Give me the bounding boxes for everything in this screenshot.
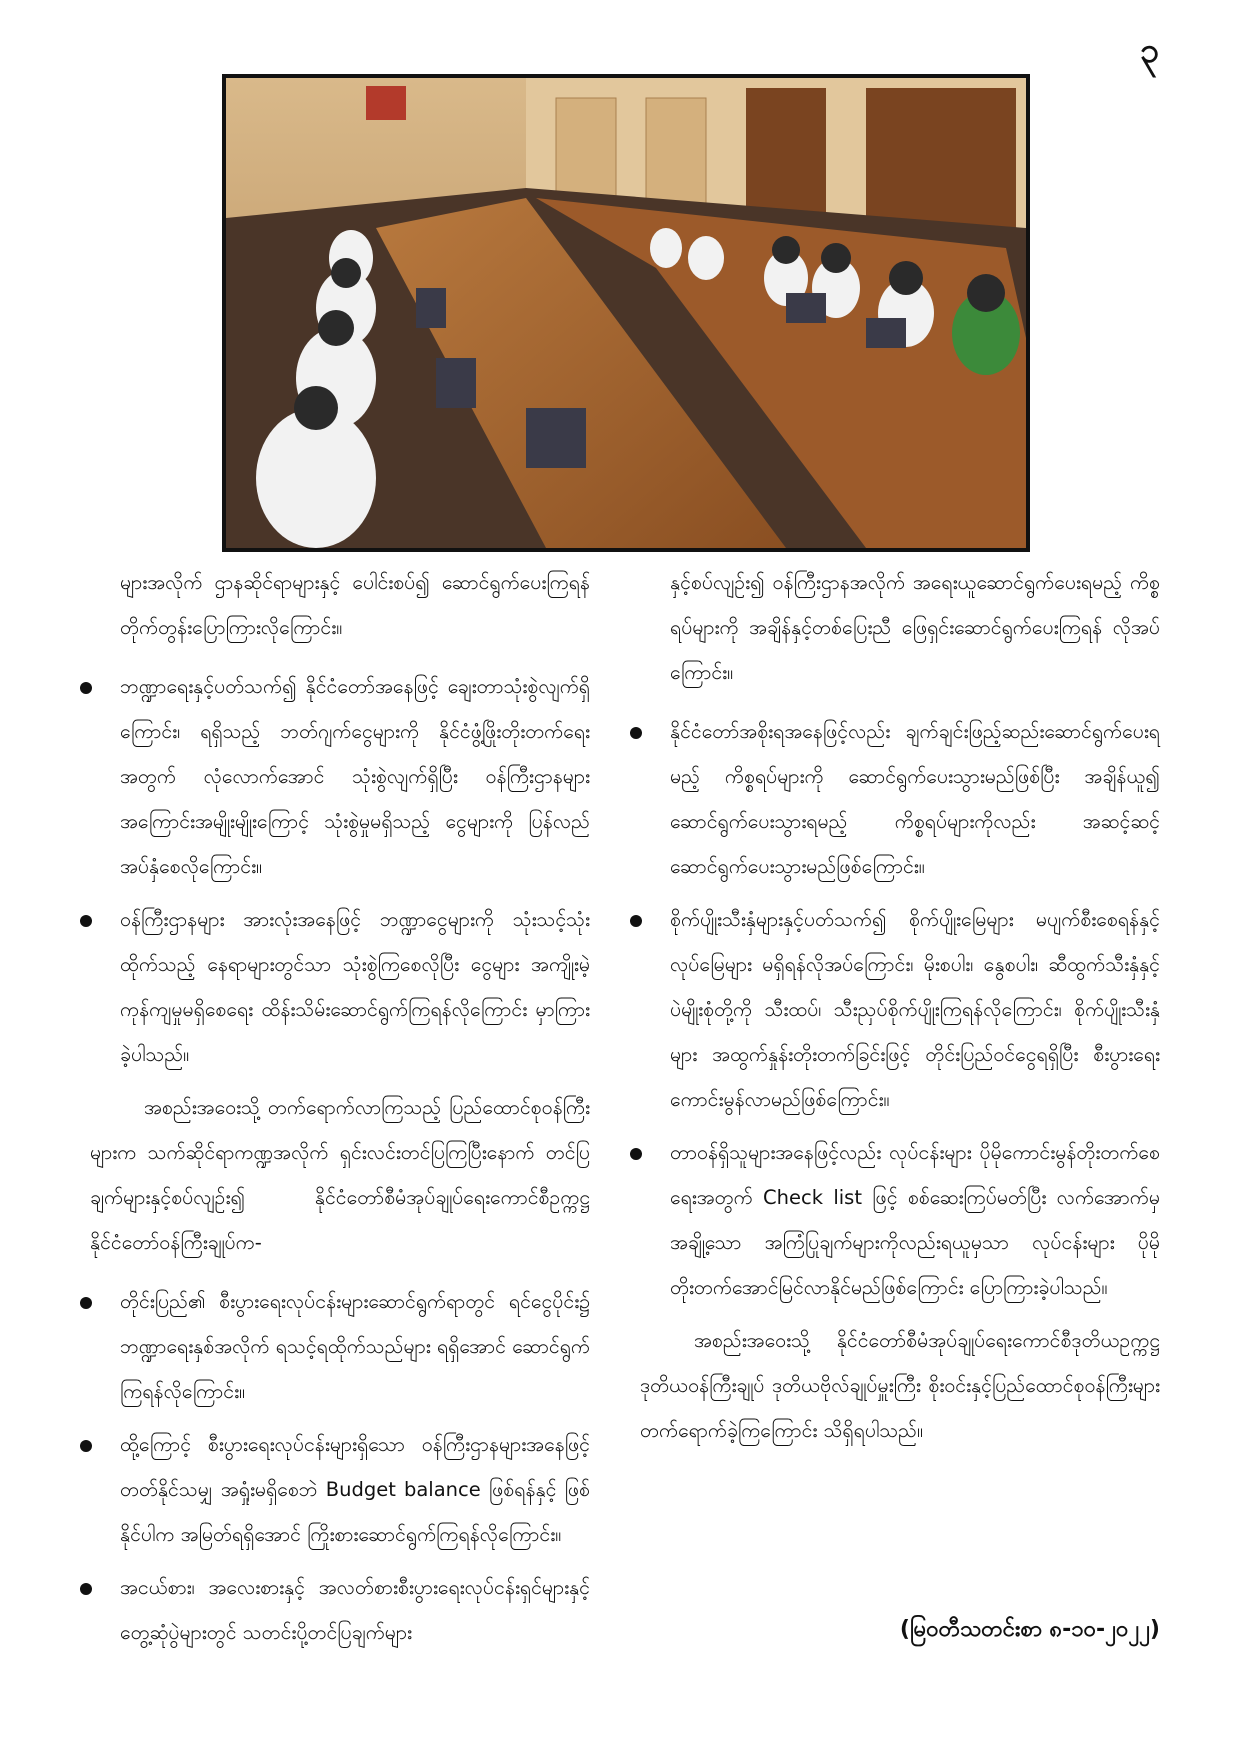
- page-number: ၃: [1140, 31, 1160, 71]
- left-bullet-list-2: [90, 1279, 590, 1655]
- left-column: [90, 560, 590, 1663]
- list-item-text: တာဝန်ရှိသူများအနေဖြင့်လည်း လုပ်ငန်းများ ပိုမိုကောင်းမွန်တိုးတက်စေရေးအတွက် Check list ဖြင့် စစ်ဆေးကြပ်မတ်ပြီး လက်အောက်မှ အချို့သော အကြံပြုချက်များကိုလည်းရယူမှသာ လုပ်ငန်းများ ပိုမိုတိုးတက်အောင်မြင်လာနိုင်မည်ဖြစ်ကြောင်း ပြောကြားခဲ့ပါသည်။: [670, 1141, 1160, 1299]
- left-paragraph: အစည်းအဝေးသို့ တက်ရောက်လာကြသည့် ပြည်ထောင်စုဝန်ကြီးများက သက်ဆိုင်ရာကဏ္ဍအလိုက် ရှင်းလင်းတင်ပြကြပြီးနောက် တင်ပြချက်များနှင့်စပ်လျဉ်း၍ နိုင်ငံတော်စီမံအုပ်ချုပ်ရေးကောင်စီဥက္ကဋ္ဌ နိုင်ငံတော်ဝန်ကြီးချုပ်က-: [90, 1096, 590, 1254]
- bullet-icon: [80, 1583, 92, 1595]
- list-item: [90, 1279, 590, 1414]
- bullet-icon: [80, 682, 92, 694]
- bullet-icon: [80, 1297, 92, 1309]
- list-item: [640, 897, 1160, 1122]
- meeting-photo: [222, 74, 1030, 552]
- bullet-icon: [80, 1440, 92, 1452]
- bullet-icon: [630, 915, 642, 927]
- left-continuation: များအလိုက် ဌာနဆိုင်ရာများနှင့် ပေါင်းစပ်၍ ဆောင်ရွက်ပေးကြရန် တိုက်တွန်းပြောကြားလိုကြောင်း။: [120, 571, 590, 639]
- right-column: [640, 560, 1160, 1453]
- meeting-photo-illustration: [226, 78, 1026, 548]
- right-continuation: နှင့်စပ်လျဉ်း၍ ဝန်ကြီးဌာနအလိုက် အရေးယူဆောင်ရွက်ပေးရမည့် ကိစ္စရပ်များကို အချိန်နှင့်တစ်ပြေးညီ ဖြေရှင်းဆောင်ရွက်ပေးကြရန် လိုအပ်ကြောင်း။: [670, 571, 1160, 684]
- left-bullet-list: [90, 664, 590, 1077]
- list-item-text: ထို့ကြောင့် စီးပွားရေးလုပ်ငန်းများရှိသော ဝန်ကြီးဌာနများအနေဖြင့် တတ်နိုင်သမျှ အရှုံးမရှိစေဘဲ Budget balance ဖြစ်ရန်နှင့် ဖြစ်နိုင်ပါက အမြတ်ရရှိအောင် ကြိုးစားဆောင်ရွက်ကြရန်လိုကြောင်း။: [120, 1433, 590, 1546]
- list-item: [640, 1130, 1160, 1310]
- right-paragraph: အစည်းအဝေးသို့ နိုင်ငံတော်စီမံအုပ်ချုပ်ရေးကောင်စီဒုတိယဥက္ကဋ္ဌ ဒုတိယဝန်ကြီးချုပ် ဒုတိယဗိုလ်ချုပ်မှူးကြီး စိုးဝင်းနှင့်ပြည်ထောင်စုဝန်ကြီးများ တက်ရောက်ခဲ့ကြကြောင်း သိရှိရပါသည်။: [640, 1329, 1160, 1442]
- right-bullet-list: [640, 709, 1160, 1310]
- list-item: [90, 1422, 590, 1557]
- list-item: [90, 1565, 590, 1655]
- bullet-icon: [630, 1148, 642, 1160]
- list-item-text: ဝန်ကြီးဌာနများ အားလုံးအနေဖြင့် ဘဏ္ဍာငွေများကို သုံးသင့်သုံးထိုက်သည့် နေရာများတွင်သာ သုံးစွဲကြစေလိုပြီး ငွေများ အကျိုးမဲ့ကုန်ကျမှုမရှိစေရေး ထိန်းသိမ်းဆောင်ရွက်ကြရန်လိုကြောင်း မှာကြားခဲ့ပါသည်။: [120, 908, 590, 1066]
- list-item: [90, 897, 590, 1077]
- list-item-text: နိုင်ငံတော်အစိုးရအနေဖြင့်လည်း ချက်ချင်းဖြည့်ဆည်းဆောင်ရွက်ပေးရမည့် ကိစ္စရပ်များကို ဆောင်ရွက်ပေးသွားမည်ဖြစ်ပြီး အချိန်ယူ၍ ဆောင်ရွက်ပေးသွားရမည့် ကိစ္စရပ်များကိုလည်း အဆင့်ဆင့် ဆောင်ရွက်ပေးသွားမည်ဖြစ်ကြောင်း။: [670, 720, 1160, 878]
- list-item: [90, 664, 590, 889]
- list-item-text: တိုင်းပြည်၏ စီးပွားရေးလုပ်ငန်းများဆောင်ရွက်ရာတွင် ရင်ငွေပိုင်း၌ ဘဏ္ဍာရေးနှစ်အလိုက် ရသင့်ရထိုက်သည်များ ရရှိအောင် ဆောင်ရွက်ကြရန်လိုကြောင်း။: [120, 1290, 590, 1403]
- bullet-icon: [80, 915, 92, 927]
- source-citation: (မြဝတီသတင်းစာ ၈-၁၀-၂၀၂၂): [899, 1617, 1160, 1642]
- list-item-text: စိုက်ပျိုးသီးနှံများနှင့်ပတ်သက်၍ စိုက်ပျိုးမြေများ မပျက်စီးစေရန်နှင့် လုပ်မြေများ မရှိရန်လိုအပ်ကြောင်း၊ မိုးစပါး၊ နွေစပါး၊ ဆီထွက်သီးနှံနှင့် ပဲမျိုးစုံတို့ကို သီးထပ်၊ သီးညှပ်စိုက်ပျိုးကြရန်လိုကြောင်း၊ စိုက်ပျိုးသီးနှံများ အထွက်နှုန်းတိုးတက်ခြင်းဖြင့် တိုင်းပြည်ဝင်ငွေရရှိပြီး စီးပွားရေးကောင်းမွန်လာမည်ဖြစ်ကြောင်း။: [670, 908, 1160, 1111]
- list-item: [640, 709, 1160, 889]
- list-item-text: ဘဏ္ဍာရေးနှင့်ပတ်သက်၍ နိုင်ငံတော်အနေဖြင့် ချေးတာသုံးစွဲလျက်ရှိကြောင်း၊ ရရှိသည့် ဘတ်ဂျက်ငွေများကို နိုင်ငံဖွံ့ဖြိုးတိုးတက်ရေးအတွက် လုံလောက်အောင် သုံးစွဲလျက်ရှိပြီး ဝန်ကြီးဌာနများ အကြောင်းအမျိုးမျိုးကြောင့် သုံးစွဲမှုမရှိသည့် ငွေများကို ပြန်လည်အပ်နှံစေလိုကြောင်း။: [120, 675, 590, 878]
- bullet-icon: [630, 727, 642, 739]
- list-item-text: အငယ်စား၊ အလေးစားနှင့် အလတ်စားစီးပွားရေးလုပ်ငန်းရှင်များနှင့် တွေ့ဆုံပွဲများတွင် သတင်းပို့တင်ပြချက်များ: [120, 1576, 590, 1644]
